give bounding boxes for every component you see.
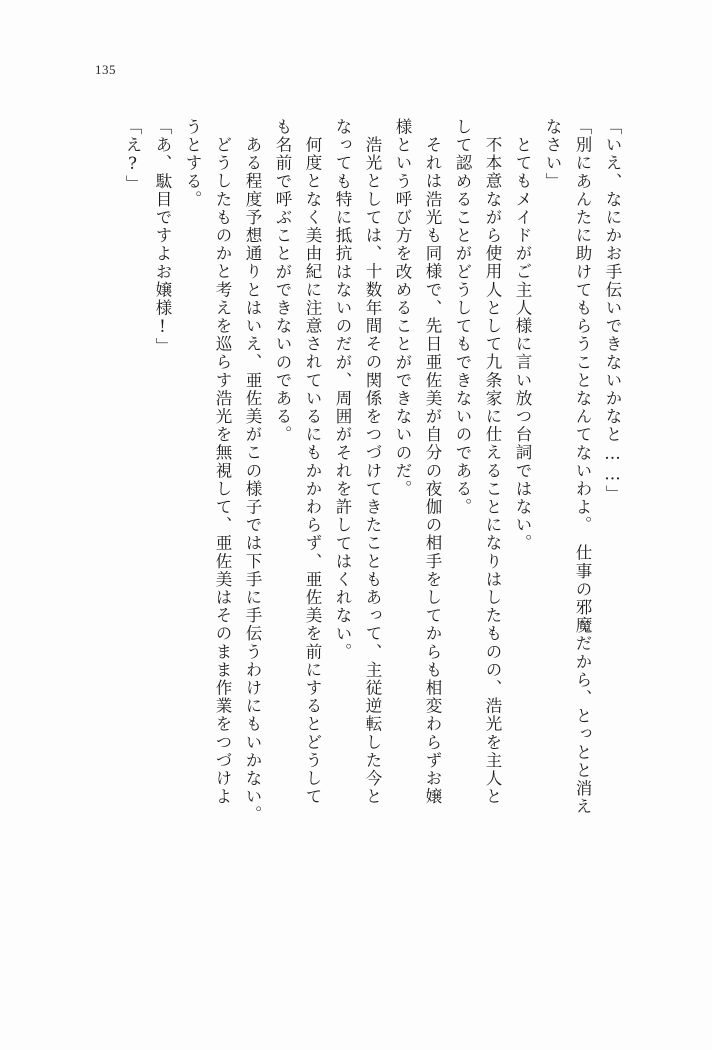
- text-column: 「あ、駄目ですよお嬢様!」: [153, 118, 172, 356]
- text-column: なっても特に抵抗はないのだが、周囲がそれを許してはくれない。: [333, 118, 352, 661]
- text-column: 様という呼び方を改めることができないのだ。: [393, 118, 412, 499]
- text-column: どうしたものかと考えを巡らす浩光を無視して、亜佐美はそのまま作業をつづけよ: [213, 136, 232, 806]
- vertical-text-body: [92, 118, 620, 1002]
- text-column: 浩光としては、十数年間その関係をつづけてきたこともあって、主従逆転した今と: [363, 136, 382, 806]
- text-column: 「え?」: [123, 118, 142, 193]
- text-column: 「いえ、なにかお手伝いできないかなと……」: [603, 118, 622, 504]
- text-column: それは浩光も同様で、先日亜佐美が自分の夜伽の相手をしてからも相変わらずお嬢: [423, 136, 442, 806]
- text-column: も名前で呼ぶことができないのである。: [273, 118, 292, 444]
- text-column: して認めることがどうしてもできないのである。: [453, 118, 472, 517]
- text-column: 何度となく美由紀に注意されているにもかかわらず、亜佐美を前にするとどうして: [303, 136, 322, 806]
- text-column: ある程度予想通りとはいえ、亜佐美がこの様子では下手に手伝うわけにもいかない。: [243, 136, 262, 824]
- text-column: うとする。: [183, 118, 202, 209]
- text-column: とてもメイドがご主人様に言い放つ台詞ではない。: [513, 136, 532, 553]
- text-column: 「別にあんたに助けてもらうことなんてないわよ。 仕事の邪魔だから、とっとと消え: [573, 118, 592, 816]
- text-column: 不本意ながら使用人として九条家に仕えることになりはしたものの、浩光を主人と: [483, 136, 502, 806]
- text-column: なさい」: [543, 118, 562, 191]
- page-number: 135: [95, 62, 116, 77]
